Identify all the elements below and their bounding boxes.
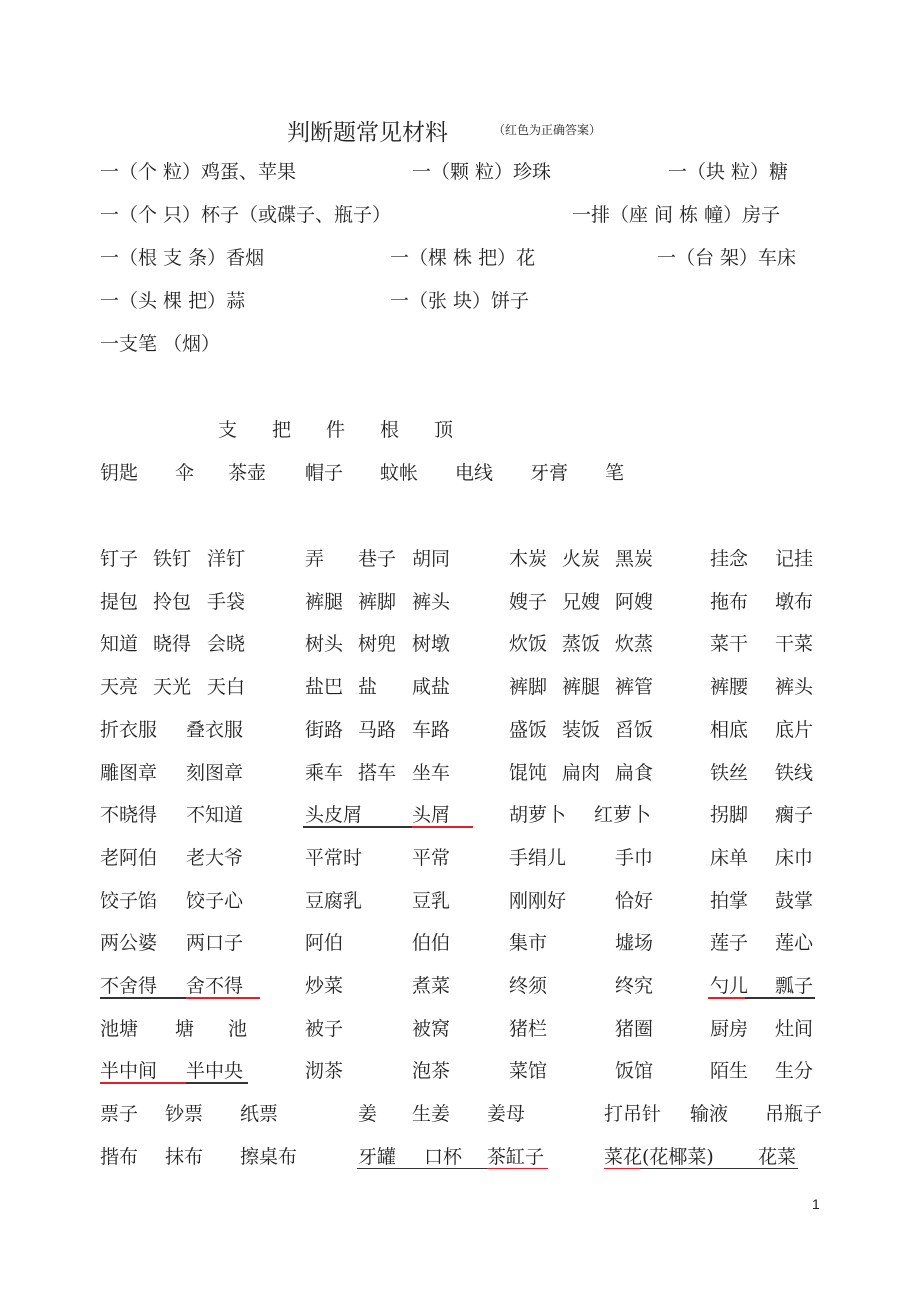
word-item: 恰好: [615, 889, 654, 912]
word-item: 舀饭: [615, 718, 654, 741]
word-item: 巷子: [358, 548, 397, 570]
word-item: 裤脚: [358, 590, 397, 613]
measure-word: 根: [380, 419, 400, 441]
word-item: 菜花(花椰菜): [604, 1145, 714, 1168]
word-item: 嫂子: [509, 590, 548, 613]
word-item: 盐巴: [305, 676, 344, 699]
word-item: 天亮: [100, 676, 139, 699]
word-item: 豆乳: [412, 889, 451, 912]
word-item: 被子: [305, 1017, 344, 1040]
word-item: 猪圈: [615, 1017, 654, 1040]
word-item: 折衣服: [100, 718, 158, 741]
answer-underline: [100, 1082, 186, 1084]
word-item: 老阿伯: [100, 846, 158, 869]
answer-underline: [708, 997, 745, 999]
word-item: 钞票: [165, 1103, 204, 1126]
word-item: 陌生: [710, 1060, 749, 1083]
measure-phrase: 一（个 粒）鸡蛋、苹果: [100, 161, 297, 183]
word-item: 提包: [100, 590, 139, 613]
word-item: 拍掌: [710, 889, 749, 912]
word-item: 床巾: [775, 846, 814, 869]
noun-word: 钥匙: [100, 462, 139, 484]
word-item: 装饭: [562, 718, 601, 741]
answer-underline: [604, 1168, 640, 1170]
word-item: 搭车: [358, 761, 397, 784]
word-item: 票子: [100, 1103, 139, 1126]
answer-underline: [487, 1168, 548, 1170]
word-item: 车路: [412, 718, 451, 741]
noun-word: 蚊帐: [380, 462, 419, 484]
word-item: 裤腰: [710, 676, 749, 699]
answer-underline: [412, 826, 473, 828]
page-number: 1: [812, 1196, 820, 1212]
word-item: 伯伯: [412, 932, 451, 955]
word-item: 墩布: [775, 590, 814, 613]
answer-underline: [640, 1168, 798, 1170]
word-item: 擦桌布: [240, 1145, 298, 1168]
word-item: 晓得: [153, 633, 192, 656]
word-item: 洋钉: [207, 548, 246, 570]
word-item: 口杯: [424, 1145, 463, 1168]
measure-phrase: 一（头 棵 把）蒜: [100, 290, 246, 312]
word-item: 坐车: [412, 761, 451, 784]
word-item: 床单: [710, 846, 749, 869]
word-item: 胡同: [412, 548, 451, 570]
word-item: 菜干: [710, 633, 749, 656]
word-item: 牙罐: [358, 1145, 397, 1168]
word-item: 阿嫂: [615, 590, 654, 613]
word-item: 黑炭: [615, 548, 654, 570]
word-item: 铁线: [775, 761, 814, 784]
noun-word: 笔: [605, 462, 625, 484]
word-item: 手绢儿: [509, 846, 567, 869]
word-item: 老大爷: [186, 846, 244, 869]
word-item: 终须: [509, 975, 548, 997]
word-item: 马路: [358, 718, 397, 741]
word-item: 厨房: [710, 1017, 749, 1040]
word-item: 沏茶: [305, 1060, 344, 1083]
page-title: 判断题常见材料: [287, 120, 448, 146]
word-item: 猪栏: [509, 1017, 548, 1040]
word-item: 输液: [690, 1103, 729, 1126]
word-item: 刻图章: [186, 761, 244, 784]
word-item: 阿伯: [305, 932, 344, 955]
word-item: 茶缸子: [487, 1145, 545, 1168]
word-item: 街路: [305, 718, 344, 741]
word-item: 花菜: [758, 1145, 797, 1168]
measure-phrase: 一（张 块）饼子: [390, 290, 530, 312]
word-item: 炊蒸: [615, 633, 654, 656]
word-item: 树兜: [358, 633, 397, 656]
measure-phrase: 一（棵 株 把）花: [390, 247, 536, 269]
word-item: 煮菜: [412, 975, 451, 997]
word-item: 裤头: [412, 590, 451, 613]
word-item: 记挂: [775, 548, 814, 570]
word-item: 饭馆: [615, 1060, 654, 1083]
measure-phrase: 一排（座 间 栋 幢）房子: [572, 204, 781, 226]
answer-underline: [745, 997, 815, 999]
word-item: 头皮屑: [305, 804, 363, 827]
word-item: 知道: [100, 633, 139, 656]
word-item: 泡茶: [412, 1060, 451, 1083]
word-item: 拐脚: [710, 804, 749, 827]
answer-underline: [357, 1168, 487, 1170]
word-item: 铁丝: [710, 761, 749, 784]
word-item: 天光: [153, 676, 192, 699]
word-item: 头屑: [412, 804, 451, 827]
word-item: 两公婆: [100, 932, 158, 955]
word-item: 莲子: [710, 932, 749, 955]
measure-word: 顶: [434, 419, 454, 441]
word-item: 挂念: [710, 548, 749, 570]
word-item: 墟场: [615, 932, 654, 955]
word-item: 半中央: [186, 1060, 244, 1083]
word-item: 裤腿: [562, 676, 601, 699]
word-item: 莲心: [775, 932, 814, 955]
word-item: 天白: [207, 676, 246, 699]
word-item: 饺子馅: [100, 889, 158, 912]
word-item: 被窝: [412, 1017, 451, 1040]
measure-phrase: 一（块 粒）糖: [668, 161, 789, 183]
word-item: 裤头: [775, 676, 814, 699]
answer-underline: [186, 1082, 248, 1084]
word-item: 不知道: [186, 804, 244, 827]
noun-word: 伞: [175, 462, 195, 484]
word-item: 手巾: [615, 846, 654, 869]
word-item: 扁肉: [562, 761, 601, 784]
word-item: 兄嫂: [562, 590, 601, 613]
word-item: 姜母: [487, 1103, 526, 1126]
word-item: 鼓掌: [775, 889, 814, 912]
word-item: 炊饭: [509, 633, 548, 656]
word-item: 半中间: [100, 1060, 158, 1083]
word-item: 干菜: [775, 633, 814, 656]
word-item: 裤管: [615, 676, 654, 699]
word-item: 树头: [305, 633, 344, 656]
word-item: 雕图章: [100, 761, 158, 784]
word-item: 相底: [710, 718, 749, 741]
word-item: 红萝卜: [594, 804, 652, 827]
measure-word: 支: [218, 419, 238, 441]
word-item: 塘: [175, 1017, 195, 1040]
word-item: 两口子: [186, 932, 244, 955]
word-item: 胡萝卜: [509, 804, 567, 827]
word-item: 舍不得: [186, 975, 244, 997]
noun-word: 电线: [455, 462, 494, 484]
word-item: 扁食: [615, 761, 654, 784]
word-item: 馄饨: [509, 761, 548, 784]
word-item: 拖布: [710, 590, 749, 613]
word-item: 抹布: [165, 1145, 204, 1168]
word-item: 瓢子: [775, 975, 814, 997]
noun-word: 茶壶: [228, 462, 267, 484]
word-item: 树墩: [412, 633, 451, 656]
word-item: 底片: [775, 718, 814, 741]
word-item: 弄: [305, 548, 325, 570]
noun-word: 牙膏: [530, 462, 569, 484]
measure-word: 件: [326, 419, 346, 441]
word-item: 咸盐: [412, 676, 451, 699]
word-item: 灶间: [775, 1017, 814, 1040]
word-item: 刚刚好: [509, 889, 567, 912]
word-item: 叠衣服: [186, 718, 244, 741]
word-item: 池: [228, 1017, 248, 1040]
word-item: 手袋: [207, 590, 246, 613]
word-item: 会晓: [207, 633, 246, 656]
measure-phrase: 一（台 架）车床: [657, 247, 797, 269]
word-item: 蒸饭: [562, 633, 601, 656]
word-item: 生姜: [412, 1103, 451, 1126]
word-item: 乘车: [305, 761, 344, 784]
word-item: 盛饭: [509, 718, 548, 741]
measure-phrase: 一支笔 （烟）: [100, 333, 221, 355]
measure-word: 把: [272, 419, 292, 441]
word-item: 吊瓶子: [765, 1103, 823, 1126]
word-item: 平常: [412, 846, 451, 869]
noun-word: 帽子: [305, 462, 344, 484]
word-item: 揩布: [100, 1145, 139, 1168]
word-item: 炒菜: [305, 975, 344, 997]
word-item: 裤脚: [509, 676, 548, 699]
word-item: 姜: [358, 1103, 378, 1126]
word-item: 菜馆: [509, 1060, 548, 1083]
word-item: 池塘: [100, 1017, 139, 1040]
answer-underline: [303, 826, 412, 828]
word-item: 不舍得: [100, 975, 158, 997]
word-item: 盐: [358, 676, 378, 699]
word-item: 瘸子: [775, 804, 814, 827]
word-item: 纸票: [240, 1103, 279, 1126]
page-subtitle: （红色为正确答案）: [493, 123, 602, 137]
word-item: 木炭: [509, 548, 548, 570]
measure-phrase: 一（颗 粒）珍珠: [412, 161, 552, 183]
word-item: 平常时: [305, 846, 363, 869]
word-item: 火炭: [562, 548, 601, 570]
answer-underline: [100, 997, 186, 999]
word-item: 打吊针: [604, 1103, 662, 1126]
answer-underline: [186, 997, 260, 999]
word-item: 终究: [615, 975, 654, 997]
word-item: 生分: [775, 1060, 814, 1083]
measure-phrase: 一（根 支 条）香烟: [100, 247, 265, 269]
word-item: 铁钉: [153, 548, 192, 570]
word-item: 拎包: [153, 590, 192, 613]
word-item: 勺儿: [710, 975, 749, 997]
word-item: 不晓得: [100, 804, 158, 827]
word-item: 裤腿: [305, 590, 344, 613]
word-item: 集市: [509, 932, 548, 955]
word-item: 饺子心: [186, 889, 244, 912]
word-item: 钉子: [100, 548, 139, 570]
word-item: 豆腐乳: [305, 889, 363, 912]
measure-phrase: 一（个 只）杯子（或碟子、瓶子）: [100, 204, 392, 226]
